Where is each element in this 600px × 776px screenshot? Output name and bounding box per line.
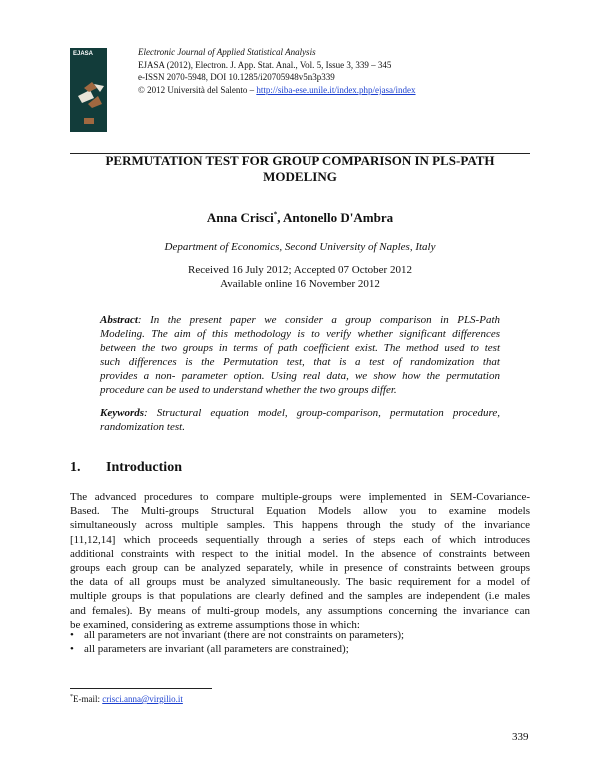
body-line: Based. The Multi-groups Structural Equation Models allow you to examine models (70, 505, 530, 518)
footnote (70, 694, 183, 704)
abstract-line: Modeling. The aim of this methodology is to verify whether significant differences (100, 328, 500, 340)
dates (70, 263, 530, 291)
abstract (100, 313, 500, 397)
journal-url-link[interactable]: http://siba-ese.unile.it/index.php/ejasa/index (256, 84, 416, 95)
bullet-item (70, 642, 404, 656)
abstract-line: between the two groups in terms of path coefficient exist. The method used to test (100, 342, 500, 354)
keywords-line: randomization test. (100, 421, 185, 433)
citation: EJASA (2012), Electron. J. App. Stat. Anal., Vol. 5, Issue 3, 339 – 345 (138, 59, 392, 70)
bullet-icon: • (70, 643, 74, 656)
bullet-list (70, 628, 404, 656)
body-paragraph (70, 490, 530, 632)
footnote-mark: * (70, 694, 73, 700)
paper-title (70, 153, 530, 185)
footnote-mark: * (273, 210, 278, 219)
section-heading (70, 460, 182, 476)
bullet-item (70, 628, 404, 642)
journal-name: Electronic Journal of Applied Statistical Analysis (138, 47, 316, 57)
authors (70, 210, 530, 226)
cover-logo: EJASA (73, 51, 94, 57)
keywords-label: Keywords (100, 407, 144, 419)
body-line: and females). By means of multi-group models, any assumptions concerning the invariance can (70, 604, 530, 617)
body-line: the data of all groups must be analyzed simultaneously. The basic requirement for a model of (70, 576, 530, 589)
title-line: PERMUTATION TEST FOR GROUP COMPARISON IN PLS-PATH (105, 153, 495, 168)
bullet-icon: • (70, 629, 74, 641)
keywords (100, 406, 500, 434)
body-line: simultaneously across multiple samples. This happens through the study of the invariance (70, 519, 530, 532)
abstract-line: provides a non- parameter option. Using real data, we show how the permutation (100, 370, 500, 382)
footnote-rule (70, 688, 212, 689)
body-line: additional constraints with respect to the initial model. In the absence of constraints between (70, 547, 530, 560)
bullet-text: all parameters are invariant (all parameters are constrained); (84, 643, 349, 656)
affiliation: Department of Economics, Second University of Naples, Italy (164, 241, 436, 253)
received-date: Received 16 July 2012; Accepted 07 October 2012 (188, 264, 412, 276)
footnote-label: E-mail: (73, 694, 103, 704)
body-line: The advanced procedures to compare multiple-groups were implemented in SEM-Covariance- (70, 491, 530, 503)
email-link[interactable]: crisci.anna@virgilio.it (102, 694, 183, 704)
abstract-line: : In the present paper we consider a group comparison in PLS-Path (137, 314, 500, 326)
title-line: MODELING (263, 169, 337, 184)
author-2: , Antonello D'Ambra (277, 210, 394, 225)
abstract-line: procedure can be used to understand whether the two groups differ. (100, 384, 397, 396)
copyright: © 2012 Università del Salento – (138, 84, 257, 95)
abstract-label: Abstract (100, 314, 138, 326)
journal-header (138, 46, 416, 96)
abstract-line: such differences is the Permutation test, that is a test of randomization that (100, 356, 500, 368)
keywords-line: : Structural equation model, group-comparison, permutation procedure, (144, 407, 500, 419)
journal-cover-image (70, 48, 107, 132)
section-number: 1. (70, 460, 81, 475)
available-date: Available online 16 November 2012 (220, 278, 380, 290)
author-1: Anna Crisci (206, 210, 274, 225)
body-line: [11,12,14] which proceeds sequentially through a series of steps each of which introduces (70, 533, 530, 546)
body-line: be examined, considering as extreme assumptions those in which: (70, 618, 360, 631)
issn-doi: e-ISSN 2070-5948, DOI 10.1285/i20705948v5n3p339 (138, 72, 335, 83)
body-line: groups each group can be analyzed separately, while in presence of constraints between groups (70, 562, 530, 575)
body-line: multiple groups is that populations are clearly defined and the samples are independent (i.e males (70, 590, 530, 603)
page-number: 339 (512, 731, 529, 743)
bullet-text: all parameters are not invariant (there are not constraints on parameters); (84, 629, 405, 641)
section-title: Introduction (106, 460, 182, 475)
